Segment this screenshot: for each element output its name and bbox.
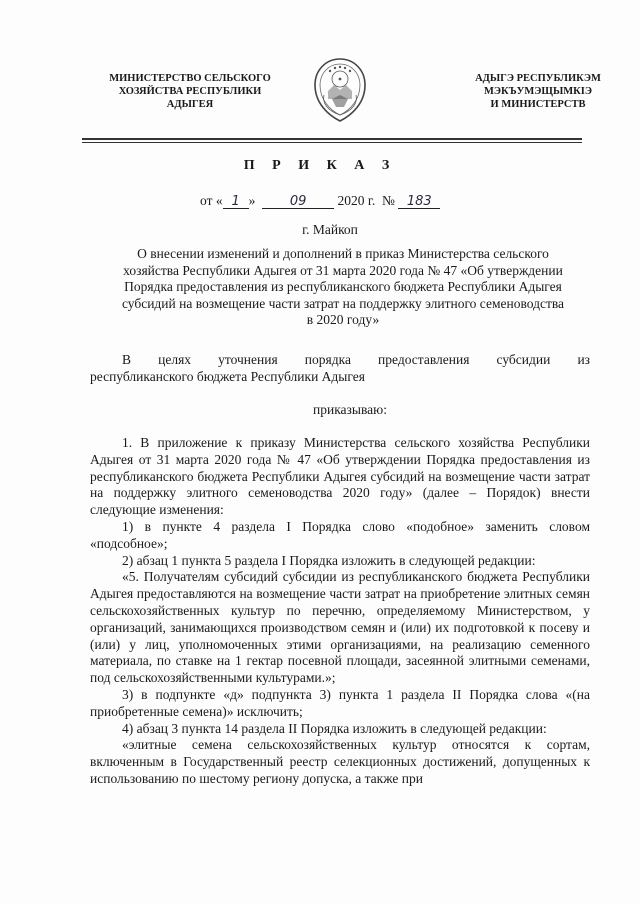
header-divider-thin	[82, 142, 582, 143]
order-subject	[95, 246, 591, 329]
preamble	[90, 351, 590, 385]
ministry-name-line: АДЫГЕЯ	[166, 99, 214, 110]
subject-line: субсидий на возмещение части затрат на поддержку элитного семеноводства	[121, 295, 565, 311]
ministry-name-line: МИНИСТЕРСТВО СЕЛЬСКОГО	[109, 73, 271, 84]
paragraph: 4) абзац 3 пункта 14 раздела II Порядка изложить в следующей редакции:	[122, 720, 547, 736]
date-day: 1	[223, 195, 249, 209]
city-line: г. Майкоп	[302, 222, 358, 237]
subject-line: Порядка предоставления из республиканского бюджета Республики Адыгея	[124, 279, 562, 294]
ministry-name-line: ХОЗЯЙСТВА РЕСПУБЛИКИ	[118, 86, 262, 97]
preamble-line: В целях уточнения порядка предоставления субсидии из	[122, 352, 590, 367]
ministry-name-russian	[90, 72, 290, 111]
ministry-name-line: И МИНИСТЕРСТВ	[490, 99, 586, 110]
paragraph: «5. Получателям субсидий субсидии из республиканского бюджета Республики Адыгея предоставляются на возмещение части затрат на приобретение элитных семян сельскохозяйственных культур по перечню, определяемому Министерством, у организаций, занимающихся производством семян и (или) их подготовкой к посеву и (или) у лиц, уполномоченных этими организациями, на реализацию семенного материала, по ставке на 1 гектар посевной площади, засеянной элитными семенами, под сельскохозяйственными культурами.»;	[90, 569, 590, 686]
preamble-line: республиканского бюджета Республики Адыгея	[90, 369, 365, 384]
subject-line: в 2020 году»	[306, 312, 380, 327]
paragraph: 1) в пункте 4 раздела I Порядка слово «подобное» заменить словом «подсобное»;	[90, 518, 590, 551]
date-year: 2020 г.	[337, 193, 376, 208]
order-body	[90, 435, 590, 788]
paragraph: «элитные семена сельскохозяйственных культур относятся к сортам, включенным в Государственный реестр селекционных достижений, допущенных к использованию по шестому региону допуска, а также при	[90, 737, 590, 786]
date-month: 09	[262, 195, 334, 209]
document-number: 183	[398, 195, 440, 209]
ministry-name-line: МЭКЪУМЭЩЫМКIЭ	[484, 86, 592, 97]
paragraph: 2) абзац 1 пункта 5 раздела I Порядка изложить в следующей редакции:	[122, 552, 536, 568]
header-divider-thick	[82, 138, 582, 140]
order-word: приказываю:	[313, 402, 387, 417]
subject-line: О внесении изменений и дополнений в приказ Министерства сельского	[137, 246, 549, 261]
date-line	[200, 193, 440, 209]
paragraph: 1. В приложение к приказу Министерства сельского хозяйства Республики Адыгея от 31 марта 2020 года № 47 «Об утверждении Порядка предоставления из республиканского бюджета Республики Адыгея субсидий на возмещение части затрат на поддержку элитного семеноводства 2020 году» (далее – Порядок) внести следующие изменения:	[90, 435, 590, 518]
ministry-name-line: АДЫГЭ РЕСПУБЛИКЭМ	[475, 73, 601, 84]
coat-of-arms-icon	[310, 55, 370, 125]
date-mid: »	[248, 193, 256, 208]
subject-line: хозяйства Республики Адыгея от 31 марта 2020 года № 47 «Об утверждении	[123, 262, 563, 278]
document-title: П Р И К А З	[243, 158, 397, 173]
ministry-name-adyghe	[458, 72, 618, 111]
number-label: №	[382, 193, 395, 208]
paragraph: 3) в подпункте «д» подпункта 3) пункта 1 раздела II Порядка слова «(на приобретенные семена)» исключить;	[90, 686, 590, 719]
date-prefix: от «	[200, 193, 223, 208]
